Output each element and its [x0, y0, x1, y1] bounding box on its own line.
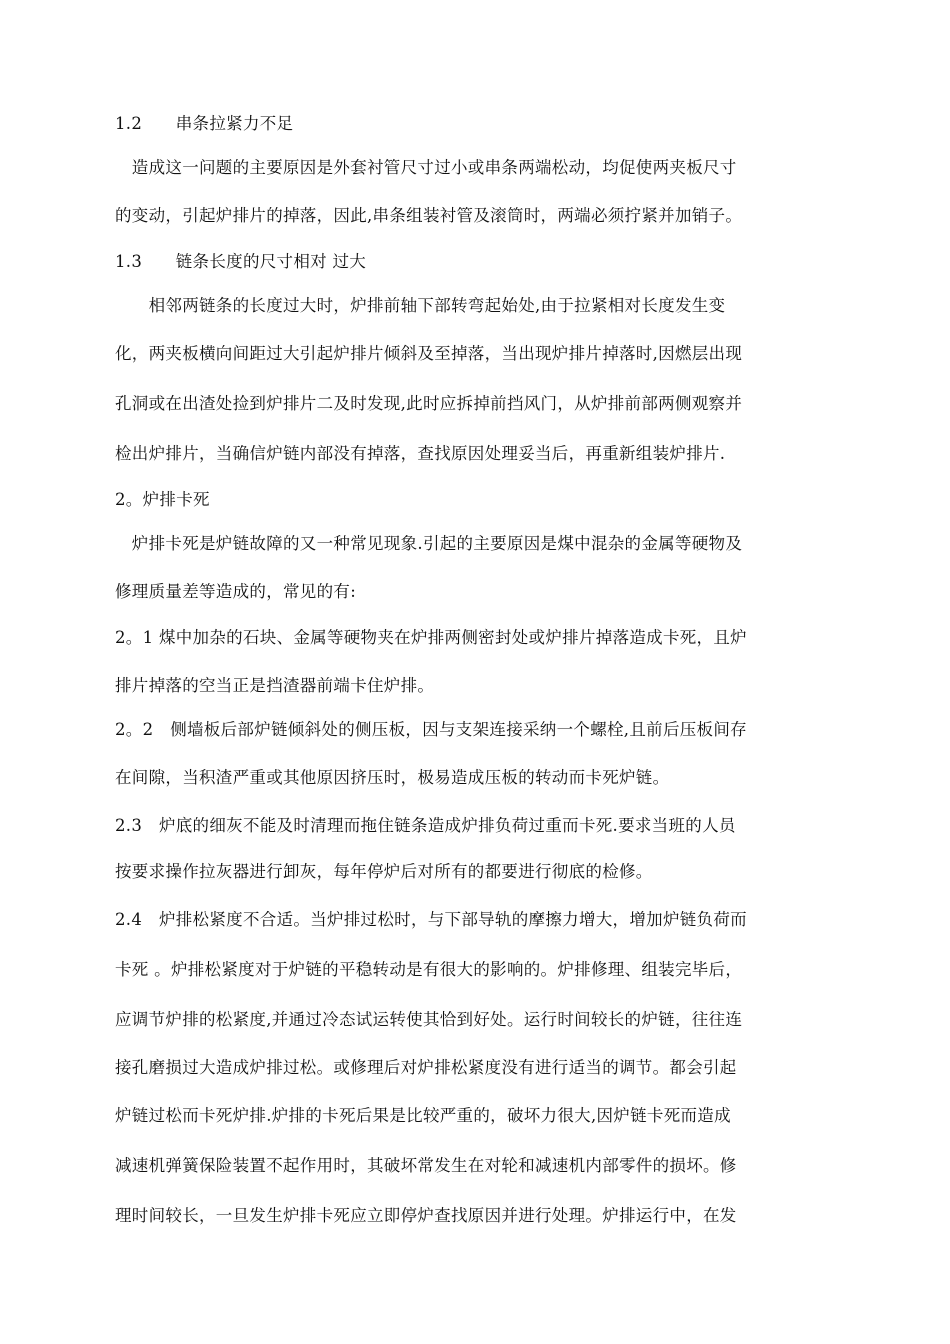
text-line: 按要求操作拉灰器进行卸灰，每年停炉后对所有的都要进行彻底的检修。: [115, 862, 653, 881]
text-line: 减速机弹簧保险装置不起作用时，其破坏常发生在对轮和减速机内部零件的损坏。修: [115, 1156, 737, 1175]
text-line: 应调节炉排的松紧度,并通过冷态试运转使其恰到好处。运行时间较长的炉链，往往连: [115, 1010, 743, 1029]
text-line: 卡死 。炉排松紧度对于炉链的平稳转动是有很大的影响的。炉排修理、组装完毕后，: [115, 960, 743, 979]
text-line: 造成这一问题的主要原因是外套衬管尺寸过小或串条两端松动，均促使两夹板尺寸: [115, 158, 737, 177]
text-line: 炉排卡死是炉链故障的又一种常见现象.引起的主要原因是煤中混杂的金属等硬物及: [115, 534, 743, 553]
text-line: 1.3 链条长度的尺寸相对 过大: [115, 252, 367, 271]
text-line: 理时间较长，一旦发生炉排卡死应立即停炉查找原因并进行处理。炉排运行中，在发: [115, 1206, 737, 1225]
text-line: 检出炉排片，当确信炉链内部没有掉落，查找原因处理妥当后，再重新组装炉排片.: [115, 444, 726, 463]
text-line: 相邻两链条的长度过大时，炉排前轴下部转弯起始处,由于拉紧相对长度发生变: [115, 296, 726, 315]
text-line: 2.4 炉排松紧度不合适。当炉排过松时，与下部导轨的摩擦力增大，增加炉链负荷而: [115, 910, 747, 929]
text-line: 2。炉排卡死: [115, 490, 210, 509]
text-line: 修理质量差等造成的，常见的有:: [115, 582, 357, 601]
text-line: 接孔磨损过大造成炉排过松。或修理后对炉排松紧度没有进行适当的调节。都会引起: [115, 1058, 737, 1077]
text-line: 1.2 串条拉紧力不足: [115, 114, 294, 133]
text-line: 2。2 侧墙板后部炉链倾斜处的侧压板，因与支架连接采纳一个螺栓,且前后压板间存: [115, 720, 747, 739]
text-line: 2。1 煤中加杂的石块、金属等硬物夹在炉排两侧密封处或炉排片掉落造成卡死，且炉: [115, 628, 747, 647]
text-line: 孔洞或在出渣处捡到炉排片二及时发现,此时应拆掉前挡风门，从炉排前部两侧观察并: [115, 394, 743, 413]
text-line: 的变动，引起炉排片的掉落，因此,串条组装衬管及滚筒时，两端必须拧紧并加销子。: [115, 206, 743, 225]
text-line: 排片掉落的空当正是挡渣器前端卡住炉排。: [115, 676, 435, 695]
text-line: 化，两夹板横向间距过大引起炉排片倾斜及至掉落，当出现炉排片掉落时,因燃层出现: [115, 344, 743, 363]
text-line: 炉链过松而卡死炉排.炉排的卡死后果是比较严重的，破坏力很大,因炉链卡死而造成: [115, 1106, 731, 1125]
text-line: 2.3 炉底的细灰不能及时清理而拖住链条造成炉排负荷过重而卡死.要求当班的人员: [115, 816, 736, 835]
text-line: 在间隙，当积渣严重或其他原因挤压时，极易造成压板的转动而卡死炉链。: [115, 768, 670, 787]
